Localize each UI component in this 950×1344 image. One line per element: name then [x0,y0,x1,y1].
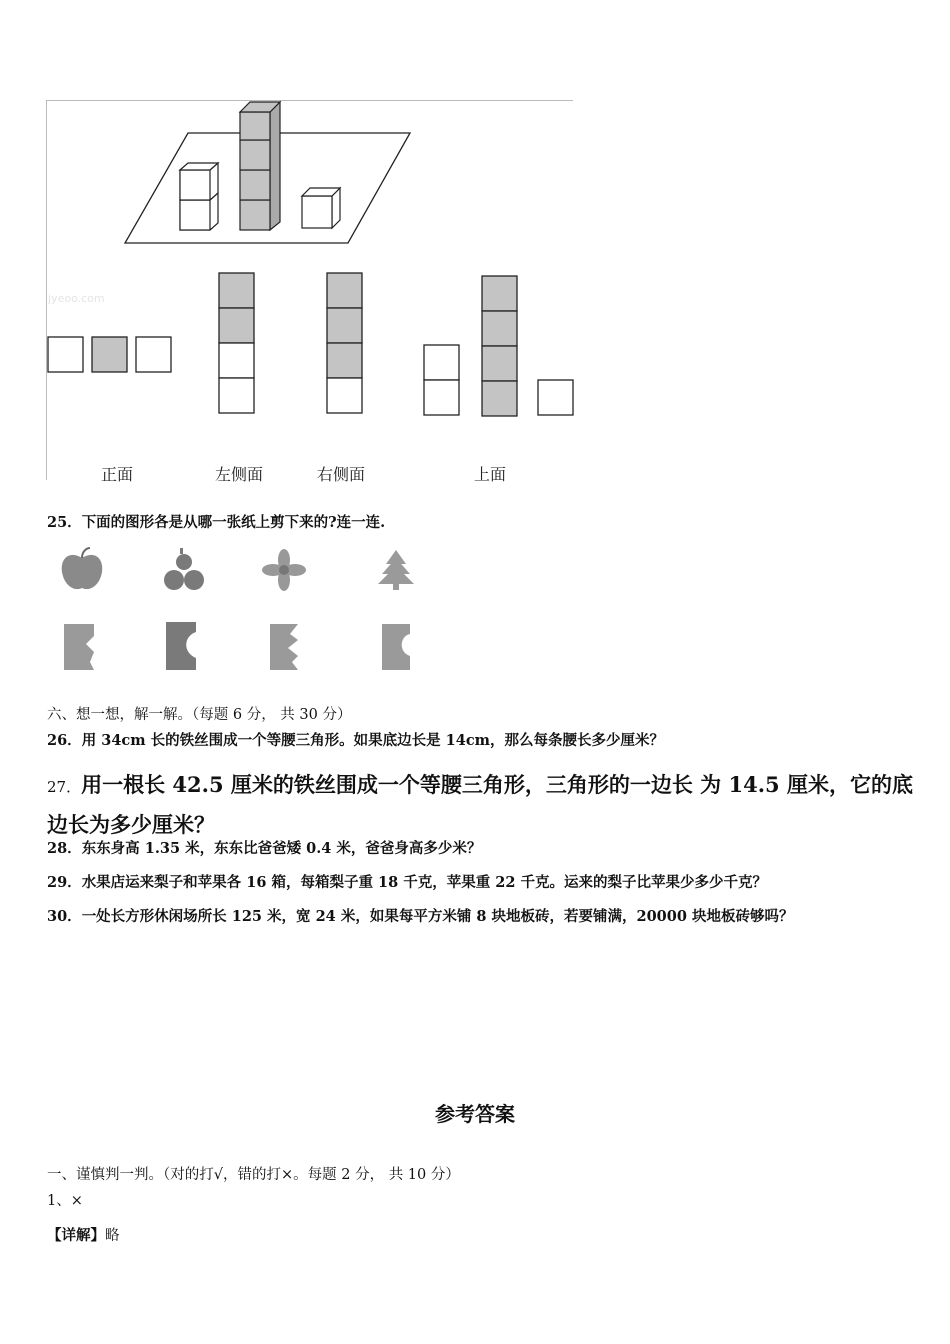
label-right-side: 右侧面 [317,465,366,484]
question-text: 下面的图形各是从哪一张纸上剪下来的?连一连. [81,514,386,531]
question-number: 26． [47,732,82,749]
label-front: 正面 [101,465,134,484]
flower-shape-icon [262,549,306,591]
question-26 [47,729,664,750]
section-6-heading: 六、想一想，解一解。（每题 6 分， 共 30 分） [47,707,352,723]
label-top: 上面 [474,465,507,484]
left-side-view [219,273,254,413]
cube-stack-figure [0,0,950,480]
top-view [424,276,573,416]
question-25 [47,511,385,532]
question-number: 27． [47,778,82,796]
question-number: 28． [47,840,82,857]
question-number: 30． [47,908,82,925]
question-text: 一处长方形休闲场所长 125 米，宽 24 米，如果每平方米铺 8 块地板砖，若要铺满，20000 块地板砖够吗？ [81,908,794,925]
gray-stack-4 [240,102,280,230]
question-number: 29． [47,874,82,891]
question-text: 用一根长 42.5 厘米的铁丝围成一个等腰三角形，三角形的一边长 为 14.5 厘米，它的底边长为多少厘米？ [47,772,913,837]
watermark: jyeoo.com [48,292,105,305]
right-side-view [327,273,362,413]
question-30 [47,905,794,926]
answer-item-1: 1、× [47,1193,83,1209]
gourd-shape-icon [164,548,204,590]
question-text: 东东身高 1.35 米，东东比爸爸矮 0.4 米，爸爸身高多少米？ [81,840,482,857]
question-27 [47,766,927,843]
cut-paper-4 [382,624,410,670]
cut-paper-1 [64,624,94,670]
answer-detail [47,1224,120,1245]
question-text: 水果店运来梨子和苹果各 16 箱，每箱梨子重 18 千克，苹果重 22 千克。运来的梨子比苹果少多少千克？ [81,874,768,891]
apple-shape-icon [62,548,103,589]
white-stack-2 [180,163,218,230]
white-single-cube [302,188,340,228]
question-number: 25． [47,514,82,531]
paper-cut-shapes [0,540,950,690]
question-text: 用 34cm 长的铁丝围成一个等腰三角形。如果底边长是 14cm，那么每条腰长多少厘米？ [81,732,665,749]
cut-paper-3 [270,624,298,670]
front-view [48,337,171,372]
question-28 [47,837,481,858]
detail-text: 略 [105,1228,120,1244]
answers-section-1: 一、谨慎判一判。（对的打√，错的打×。每题 2 分， 共 10 分） [47,1167,460,1183]
label-left-side: 左侧面 [215,465,264,484]
detail-label: 【详解】 [47,1227,105,1244]
tree-shape-icon [378,550,414,590]
cut-paper-2 [166,622,196,670]
answers-title: 参考答案 [435,1102,515,1126]
question-29 [47,871,767,892]
